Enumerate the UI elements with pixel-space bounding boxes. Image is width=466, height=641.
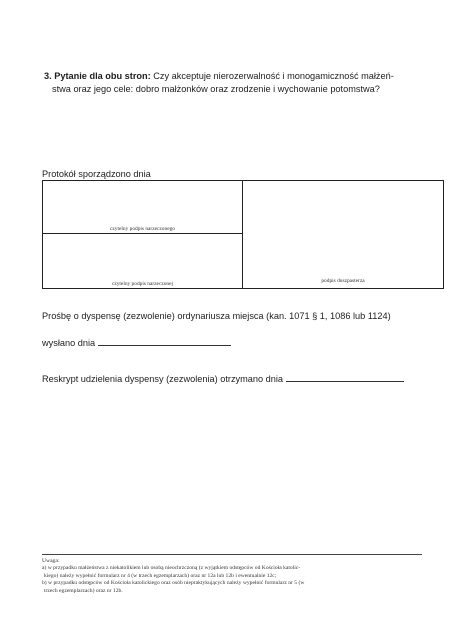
- sent-date-label: wysłano dnia: [42, 338, 96, 348]
- footnote-a-line2: kiego) należy wypełnić formularz nr 4 (w trzech egzemplarzach) oraz nr 12a lub 12b i ewentualnie 12c;: [44, 572, 277, 579]
- question-text-line2: stwa oraz jego cele: dobro małżonków oraz zrodzenie i wychowanie potomstwa?: [52, 84, 380, 94]
- rescript-date-label: Reskrypt udzielenia dyspensy (zezwolenia) otrzymano dnia: [42, 374, 284, 384]
- pastor-signature-caption: podpis duszpasterza: [321, 278, 365, 284]
- footnote-divider: [42, 554, 422, 555]
- question-number: 3.: [44, 71, 52, 81]
- footnote-a-line1: a) w przypadku małżeństwa z niekatolikiem lub osobą nieochrzczoną (z wyjątkiem odstępców od Kościoła katolic-: [42, 565, 301, 572]
- sent-date-field[interactable]: [98, 336, 231, 346]
- question-label: Pytanie dla obu stron:: [54, 71, 151, 81]
- groom-signature-caption: czytelny podpis narzeczonego: [110, 226, 175, 232]
- signature-table: [42, 180, 444, 289]
- protocol-heading: Protokół sporządzono dnia: [42, 169, 151, 179]
- footnotes: [42, 558, 420, 595]
- question-3: [44, 70, 420, 96]
- footnote-b-line2: trzech egzemplarzach) oraz nr 12b.: [44, 587, 123, 594]
- bride-signature-caption: czytelny podpis narzeczonej: [111, 281, 174, 287]
- rescript-date-row: [42, 372, 404, 384]
- question-text-line1: Czy akceptuje nierozerwalność i monogamiczność małżeń-: [153, 71, 394, 81]
- dispensation-request-text: Prośbę o dyspensę (zezwolenie) ordynariusza miejsca (kan. 1071 § 1, 1086 lub 1124): [42, 311, 391, 321]
- rescript-date-field[interactable]: [286, 372, 404, 382]
- signature-left-column: [43, 181, 243, 288]
- footnote-b-line1: b) w przypadku odstępców od Kościoła katolickiego oraz osób niepraktykujących należy wypełnić formularz nr 5 (w: [42, 580, 305, 587]
- pastor-signature-box[interactable]: [243, 181, 443, 288]
- footnote-title: Uwaga:: [42, 558, 60, 564]
- sent-date-row: [42, 336, 231, 348]
- groom-signature-box[interactable]: [43, 181, 242, 234]
- bride-signature-box[interactable]: [43, 234, 242, 288]
